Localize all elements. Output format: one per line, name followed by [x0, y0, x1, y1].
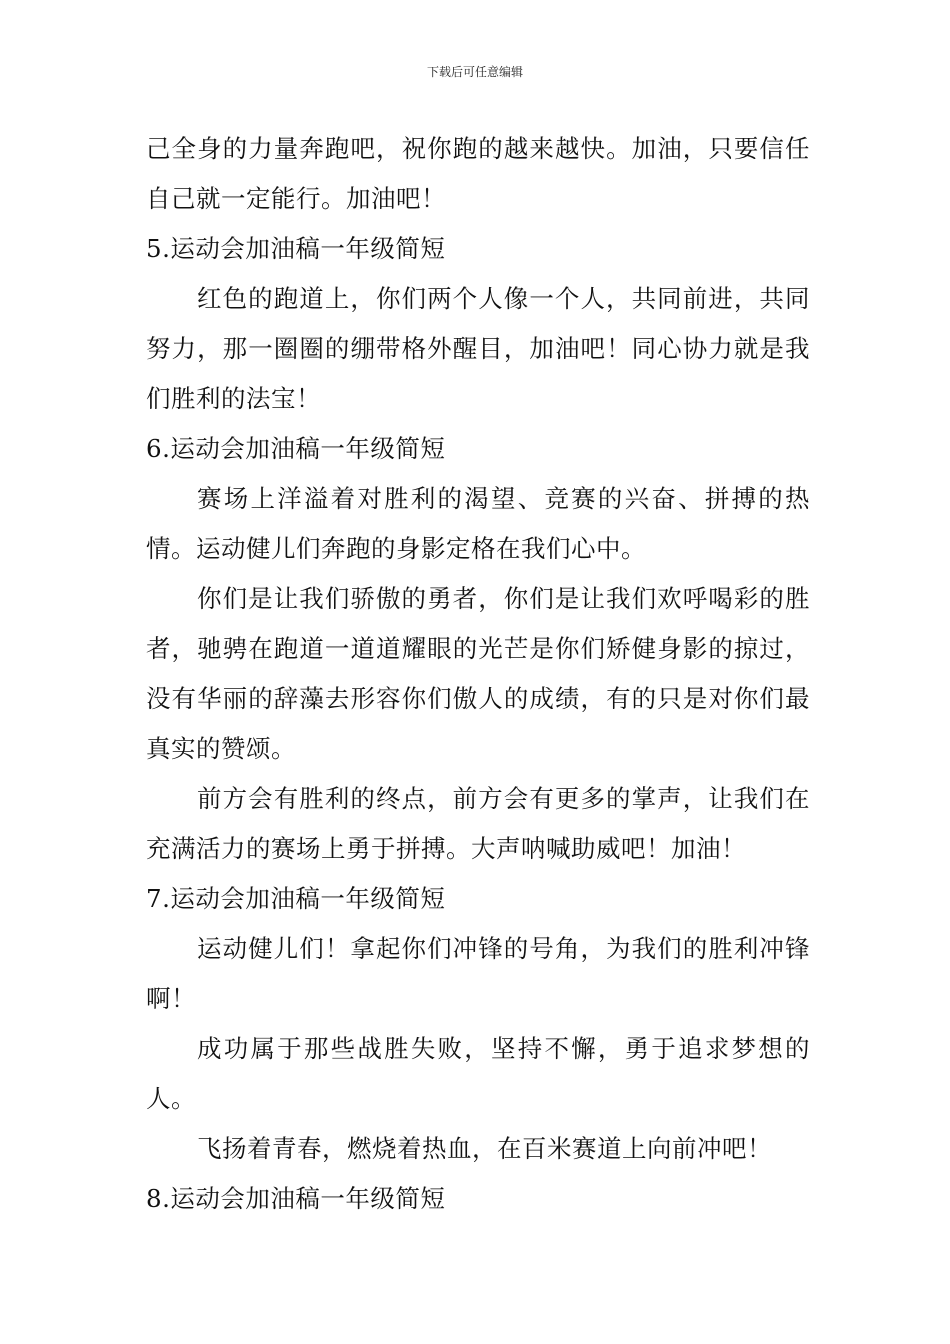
paragraph: 运动健儿们！拿起你们冲锋的号角，为我们的胜利冲锋啊！: [146, 934, 810, 1013]
paragraph: 红色的跑道上，你们两个人像一个人，共同前进，共同努力，那一圈圈的绷带格外醒目，加油吧！同心协力就是我们胜利的法宝！: [146, 284, 810, 413]
section-heading-7: 7.运动会加油稿一年级简短: [146, 884, 446, 913]
section-heading-6: 6.运动会加油稿一年级简短: [146, 434, 446, 463]
paragraph: 前方会有胜利的终点，前方会有更多的掌声，让我们在充满活力的赛场上勇于拼搏。大声呐喊助威吧！加油！: [146, 784, 810, 863]
paragraph: 成功属于那些战胜失败，坚持不懈，勇于追求梦想的人。: [146, 1034, 810, 1113]
page-header-note: 下载后可任意编辑: [426, 65, 523, 79]
paragraph: 赛场上洋溢着对胜利的渴望、竞赛的兴奋、拼搏的热情。运动健儿们奔跑的身影定格在我们心中。: [146, 484, 810, 563]
section-heading-8: 8.运动会加油稿一年级简短: [146, 1184, 446, 1213]
paragraph: 你们是让我们骄傲的勇者，你们是让我们欢呼喝彩的胜者，驰骋在跑道一道道耀眼的光芒是你们矫健身影的掠过，没有华丽的辞藻去形容你们傲人的成绩，有的只是对你们最真实的赞颂。: [146, 584, 810, 763]
paragraph-continued: 己全身的力量奔跑吧，祝你跑的越来越快。加油，只要信任自己就一定能行。加油吧！: [146, 134, 810, 213]
document-body: [146, 124, 810, 1224]
section-heading-5: 5.运动会加油稿一年级简短: [146, 234, 446, 263]
paragraph: 飞扬着青春，燃烧着热血，在百米赛道上向前冲吧！: [197, 1134, 772, 1163]
